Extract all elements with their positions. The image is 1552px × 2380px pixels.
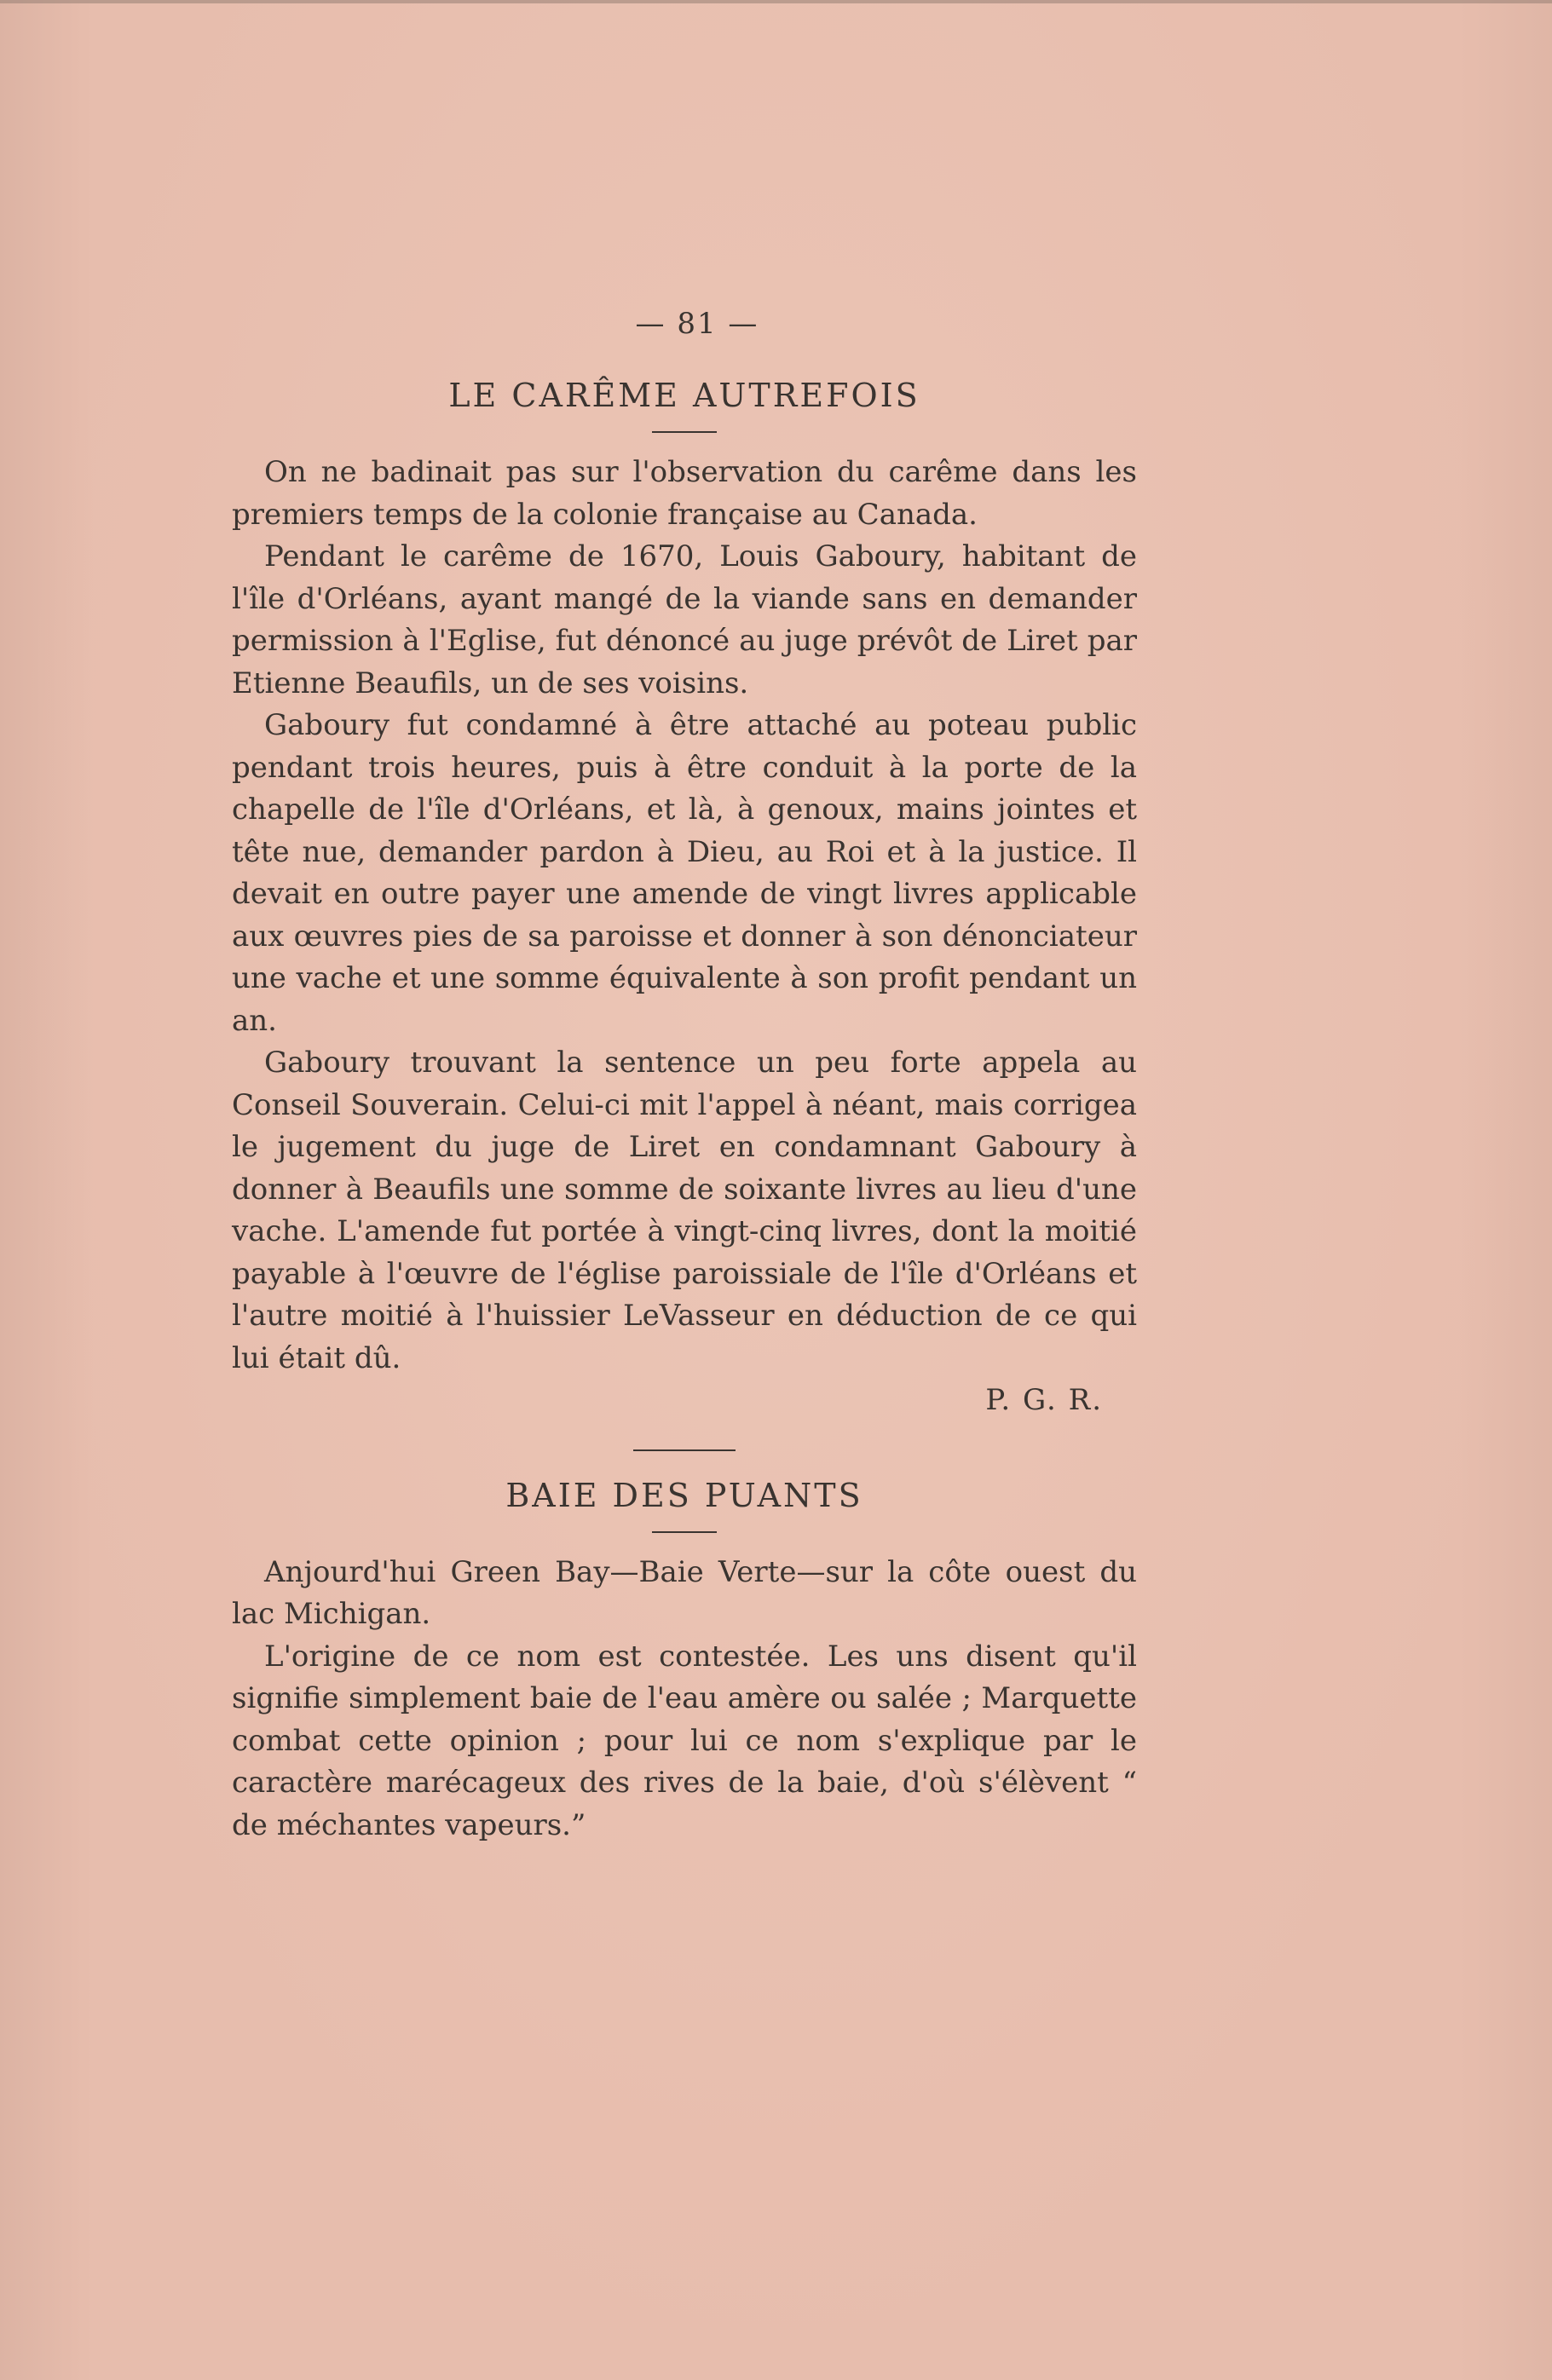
article-title: BAIE DES PUANTS [505,1476,863,1514]
paragraph: L'origine de ce nom est contestée. Les uns disent qu'il signifie simplement baie de l'eau amère ou salée ; Marquette combat cette opinion ; pour lui ce nom s'explique par le caractère marécageux des rives de la baie, d'où s'élèvent “ de méchantes vapeurs.” [232,1639,1137,1842]
title-rule [652,1531,717,1533]
paragraph: Gaboury fut condamné à être attaché au poteau public pendant trois heures, puis à être conduit à la porte de la chapelle de l'île d'Orléans, et là, à genoux, mains jointes et tête nue, demander pardon à Dieu, au Roi et à la justice. Il devait en outre payer une amende de vingt livres applicable aux œuvres pies de sa paroisse et donner à son dénonciateur une vache et une somme équivalente à son profit pendant un an. [232,708,1137,1038]
author-signature: P. G. R. [985,1383,1103,1417]
paragraph: On ne badinait pas sur l'observation du carême dans les premiers temps de la colonie française au Canada. [232,455,1137,532]
paragraph: Pendant le carême de 1670, Louis Gaboury, habitant de l'île d'Orléans, ayant mangé de la viande sans en demander permission à l'Eglise, fut dénoncé au juge prévôt de Liret par Etienne Beaufils, un de ses voisins. [232,539,1137,700]
article-title: LE CARÊME AUTREFOIS [448,377,920,414]
section-separator [633,1449,736,1451]
page-number: — 81 — [635,307,759,341]
page-top-edge [0,0,1552,3]
title-rule [652,431,717,433]
paragraph: Anjourd'hui Green Bay—Baie Verte—sur la côte ouest du lac Michigan. [232,1554,1137,1631]
paragraph: Gaboury trouvant la sentence un peu forte appela au Conseil Souverain. Celui-ci mit l'appel à néant, mais corrigea le jugement du juge de Liret en condamnant Gaboury à donner à Beaufils une somme de soixante livres au lieu d'une vache. L'amende fut portée à vingt-cinq livres, dont la moitié payable à l'œuvre de l'église paroissiale de l'île d'Orléans et l'autre moitié à l'huissier LeVasseur en déduction de ce qui lui était dû. [232,1046,1137,1375]
page-content [232,307,1137,1847]
article-careme [232,377,1137,1422]
article-baie-des-puants [232,1477,1137,1847]
